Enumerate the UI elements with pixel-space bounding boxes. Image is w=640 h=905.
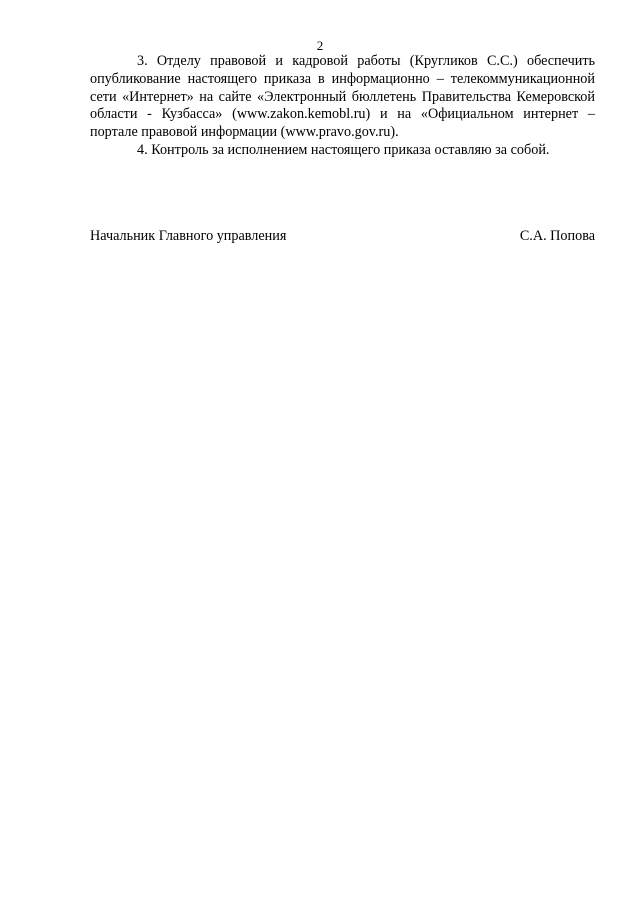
signature-block (90, 227, 595, 245)
paragraph-publication: 3. Отделу правовой и кадровой работы (Кругликов С.С.) обеспечить опубликование настоящего приказа в информационно – телекоммуникационной сети «Интернет» на сайте «Электронный бюллетень Правительства Кемеровской области - Кузбасса» (www.zakon.kemobl.ru) и на «Официальном интернет – портале правовой информации (www.pravo.gov.ru). (90, 53, 595, 141)
signature-name: С.А. Попова (519, 228, 595, 244)
paragraph-control: 4. Контроль за исполнением настоящего приказа оставляю за собой. (137, 141, 550, 158)
signature-position: Начальник Главного управления (90, 228, 287, 244)
page-number: 2 (316, 38, 324, 53)
document-body (90, 53, 595, 160)
